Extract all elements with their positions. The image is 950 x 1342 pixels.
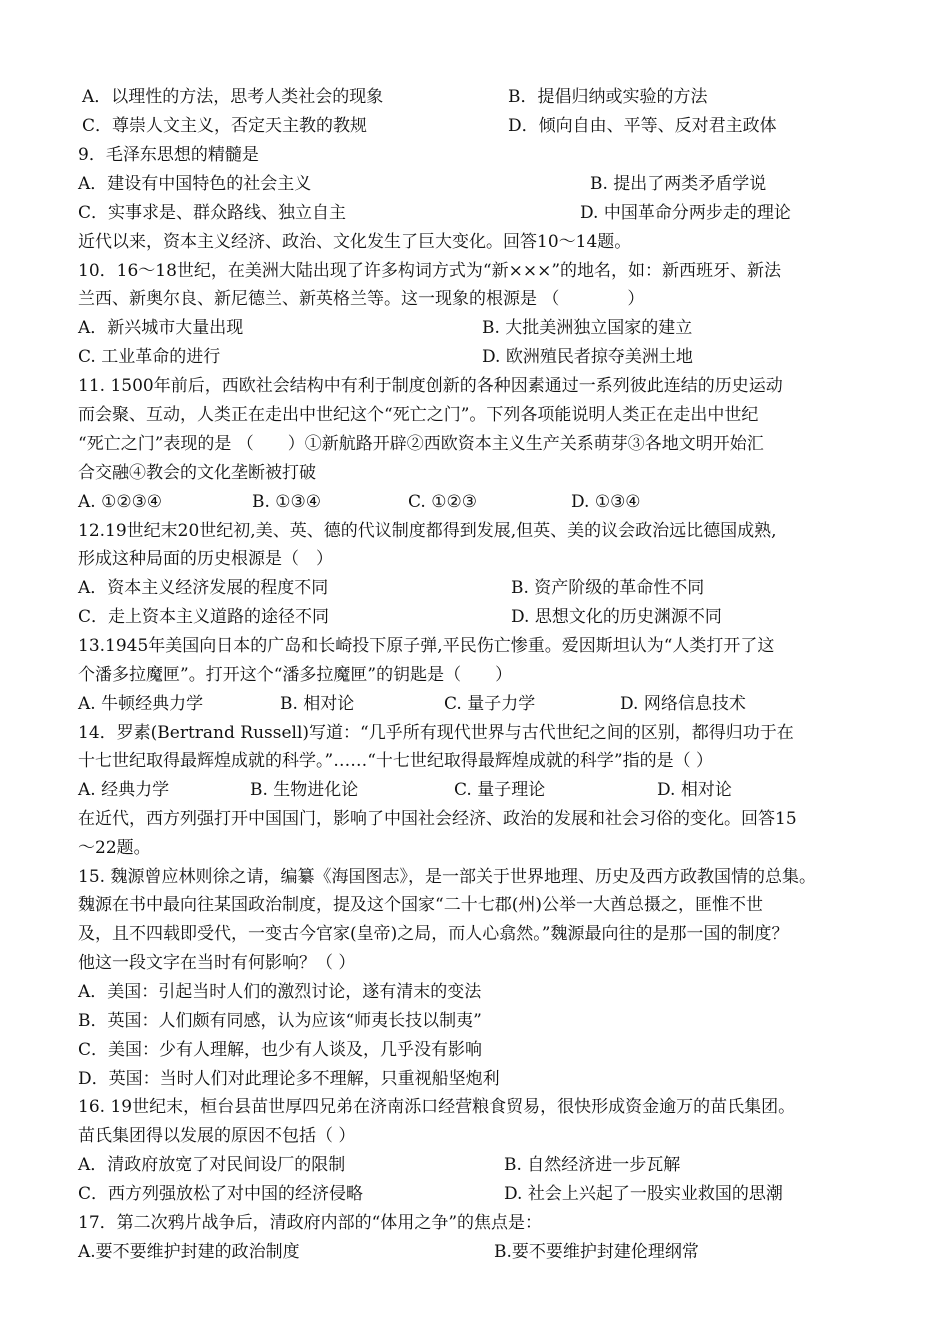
q11-stem-line-2: 而会聚、互动，人类正在走出中世纪这个“死亡之门”。下列各项能说明人类正在走出中世纪 — [78, 405, 759, 425]
q14-option-b: B. 生物进化论 — [250, 780, 359, 800]
q8-option-b: B．提倡归纳或实验的方法 — [508, 87, 708, 107]
q10-stem-line-1: 10．16～18世纪，在美洲大陆出现了许多构词方式为“新×××”的地名，如：新西班牙、新法 — [78, 261, 782, 281]
q13-option-c: C. 量子力学 — [444, 694, 536, 714]
q12-option-b: B. 资产阶级的革命性不同 — [511, 578, 705, 598]
section-intro-10-14: 近代以来，资本主义经济、政治、文化发生了巨大变化。回答10～14题。 — [78, 232, 632, 252]
q15-stem-line-2: 魏源在书中最向往某国政治制度，提及这个国家“二十七郡(州)公举一大酋总摄之，匪惟不世 — [78, 895, 763, 915]
q13-stem-line-1: 13.1945年美国向日本的广岛和长崎投下原子弹,平民伤亡惨重。爱因斯坦认为“人类打开了这 — [78, 636, 775, 656]
q15-stem-line-4: 他这一段文字在当时有何影响？（ ） — [78, 953, 356, 973]
q8-option-a: A．以理性的方法，思考人类社会的现象 — [82, 87, 384, 107]
q16-option-c: C．西方列强放松了对中国的经济侵略 — [78, 1184, 364, 1204]
q17-option-b: B.要不要维护封建伦理纲常 — [494, 1242, 699, 1262]
q8-option-d: D．倾向自由、平等、反对君主政体 — [508, 116, 777, 136]
q14-stem-line-1: 14．罗素(Bertrand Russell)写道：“几乎所有现代世界与古代世纪之间的区别，都得归功于在 — [78, 723, 794, 743]
q15-option-b: B．英国：人们颇有同感，认为应该“师夷长技以制夷” — [78, 1011, 482, 1031]
q15-stem-line-1: 15. 魏源曾应林则徐之请，编纂《海国图志》，是一部关于世界地理、历史及西方政教国情的总集。 — [78, 867, 816, 887]
q10-option-a: A．新兴城市大量出现 — [78, 318, 244, 338]
q14-option-a: A. 经典力学 — [78, 780, 170, 800]
q15-option-c: C．美国：少有人理解，也少有人谈及，几乎没有影响 — [78, 1040, 483, 1060]
q13-option-a: A. 牛顿经典力学 — [78, 694, 204, 714]
q12-option-a: A．资本主义经济发展的程度不同 — [78, 578, 329, 598]
q16-option-b: B. 自然经济进一步瓦解 — [504, 1155, 681, 1175]
q10-option-b: B. 大批美洲独立国家的建立 — [482, 318, 693, 338]
q13-stem-line-2: 个潘多拉魔匣”。打开这个“潘多拉魔匣”的钥匙是（ ） — [78, 665, 513, 685]
q11-option-a: A. ①②③④ — [78, 492, 163, 512]
q10-stem-line-2: 兰西、新奥尔良、新尼德兰、新英格兰等。这一现象的根源是 （ ） — [78, 289, 645, 309]
q14-option-d: D. 相对论 — [657, 780, 732, 800]
q11-option-b: B. ①③④ — [252, 492, 322, 512]
q11-stem-line-4: 合交融④教会的文化垄断被打破 — [78, 463, 316, 483]
q17-option-a: A.要不要维护封建的政治制度 — [78, 1242, 300, 1262]
section-intro-15-22-line-2: ～22题。 — [78, 838, 151, 858]
q9-option-a: A．建设有中国特色的社会主义 — [78, 174, 312, 194]
q14-stem-line-2: 十七世纪取得最辉煌成就的科学。”……“十七世纪取得最辉煌成就的科学”指的是（ ） — [78, 751, 713, 771]
q15-option-d: D．英国：当时人们对此理论多不理解，只重视船坚炮利 — [78, 1069, 500, 1089]
q13-option-b: B. 相对论 — [280, 694, 355, 714]
q12-stem-line-2: 形成这种局面的历史根源是（ ） — [78, 549, 333, 569]
q9-option-d: D. 中国革命分两步走的理论 — [580, 203, 791, 223]
section-intro-15-22-line-1: 在近代，西方列强打开中国国门，影响了中国社会经济、政治的发展和社会习俗的变化。回答15 — [78, 809, 797, 829]
q12-stem-line-1: 12.19世纪末20世纪初,美、英、德的代议制度都得到发展,但英、美的议会政治远比德国成熟, — [78, 521, 777, 541]
q9-stem: 9．毛泽东思想的精髓是 — [78, 145, 259, 165]
q10-option-c: C. 工业革命的进行 — [78, 347, 221, 367]
q13-option-d: D. 网络信息技术 — [620, 694, 746, 714]
q14-option-c: C. 量子理论 — [454, 780, 546, 800]
q10-option-d: D. 欧洲殖民者掠夺美洲土地 — [482, 347, 693, 367]
q11-stem-line-3: “死亡之门”表现的是 （ ）①新航路开辟②西欧资本主义生产关系萌芽③各地文明开始汇 — [78, 434, 764, 454]
q12-option-d: D. 思想文化的历史渊源不同 — [511, 607, 722, 627]
q17-stem: 17．第二次鸦片战争后，清政府内部的“体用之争”的焦点是： — [78, 1213, 543, 1233]
q16-option-d: D. 社会上兴起了一股实业救国的思潮 — [504, 1184, 783, 1204]
q15-stem-line-3: 及，且不四载即受代，一变古今官家(皇帝)之局，而人心翕然。”魏源最向往的是那一国的制度？ — [78, 924, 789, 944]
q11-option-c: C. ①②③ — [408, 492, 477, 512]
q15-option-a: A．美国：引起当时人们的激烈讨论，遂有清末的变法 — [78, 982, 482, 1002]
q9-option-c: C．实事求是、群众路线、独立自主 — [78, 203, 347, 223]
q16-option-a: A．清政府放宽了对民间设厂的限制 — [78, 1155, 346, 1175]
q16-stem-line-2: 苗氏集团得以发展的原因不包括（ ） — [78, 1126, 356, 1146]
q9-option-b: B. 提出了两类矛盾学说 — [590, 174, 767, 194]
q8-option-c: C．尊崇人文主义，否定天主教的教规 — [82, 116, 368, 136]
q16-stem-line-1: 16. 19世纪末，桓台县苗世厚四兄弟在济南泺口经营粮食贸易，很快形成资金逾万的苗氏集团。 — [78, 1097, 796, 1117]
q11-option-d: D. ①③④ — [571, 492, 641, 512]
q12-option-c: C．走上资本主义道路的途径不同 — [78, 607, 330, 627]
q11-stem-line-1: 11. 1500年前后，西欧社会结构中有利于制度创新的各种因素通过一系列彼此连结的历史运动 — [78, 376, 783, 396]
